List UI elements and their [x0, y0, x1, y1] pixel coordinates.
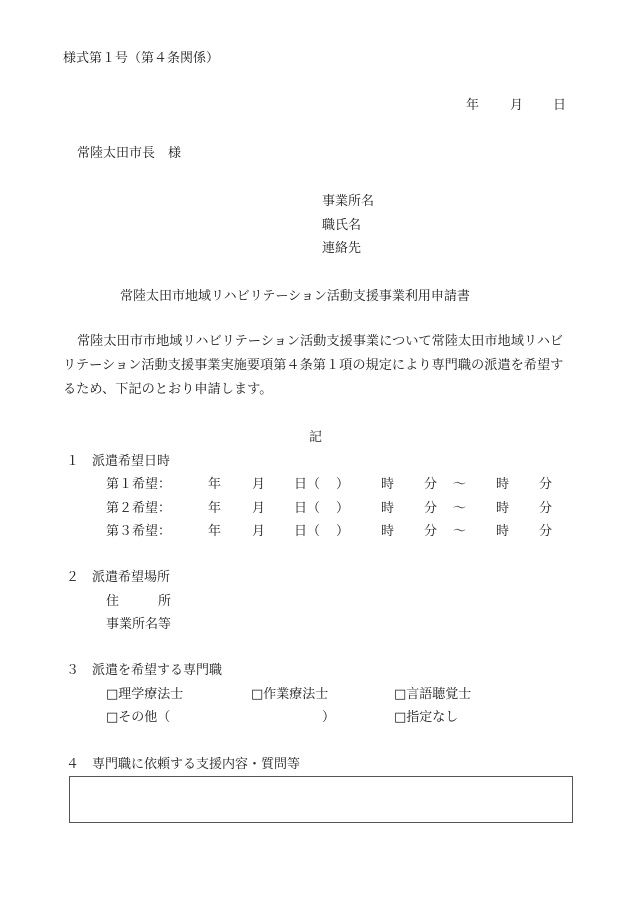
- section1-heading: １ 派遣希望日時: [66, 454, 171, 469]
- date-year-label: 年: [466, 98, 480, 113]
- section3-heading: ３ 派遣を希望する専門職: [66, 663, 223, 678]
- form-number: 様式第１号（第４条関係）: [63, 51, 220, 66]
- preference-label: 第２希望：: [106, 501, 172, 516]
- end-hour-label: 時: [496, 477, 510, 492]
- addressee: 常陸太田市長 様: [77, 146, 182, 161]
- ki-heading: 記: [309, 430, 323, 445]
- month-label: 月: [252, 501, 266, 516]
- day-label: 日（: [294, 477, 321, 492]
- preference-label: 第３希望：: [106, 524, 172, 539]
- end-hour-label: 時: [496, 524, 510, 539]
- range-tilde: 〜: [453, 524, 467, 539]
- other-close-paren: ）: [322, 710, 336, 725]
- start-hour-label: 時: [381, 524, 395, 539]
- year-label: 年: [208, 501, 222, 516]
- checkbox-occupational-therapist[interactable]: □作業療法士: [251, 687, 329, 702]
- office-name-label: 事業所名等: [106, 617, 172, 632]
- start-hour-label: 時: [381, 477, 395, 492]
- day-label: 日（: [294, 524, 321, 539]
- section4-heading: ４ 専門職に依頼する支援内容・質問等: [66, 757, 301, 772]
- applicant-contact-label: 連絡先: [322, 241, 362, 256]
- preference-label: 第１希望：: [106, 477, 172, 492]
- start-minute-label: 分: [424, 524, 438, 539]
- address-label: 住 所: [106, 594, 172, 609]
- body-paragraph: 常陸太田市市地域リハビリテーション活動支援事業について常陸太田市地域リハビリテーション活動支援事業実施要項第４条第１項の規定により専門職の派遣を希望するため、下記のとおり申請します。: [63, 334, 564, 397]
- start-minute-label: 分: [424, 477, 438, 492]
- month-label: 月: [252, 524, 266, 539]
- date-day-label: 日: [553, 98, 567, 113]
- end-minute-label: 分: [539, 501, 553, 516]
- year-label: 年: [208, 477, 222, 492]
- checkbox-other[interactable]: □その他（: [106, 710, 171, 725]
- section2-heading: ２ 派遣希望場所: [66, 570, 171, 585]
- end-hour-label: 時: [496, 501, 510, 516]
- start-minute-label: 分: [424, 501, 438, 516]
- applicant-office-label: 事業所名: [322, 194, 375, 209]
- end-minute-label: 分: [539, 524, 553, 539]
- applicant-name-label: 職氏名: [322, 218, 362, 233]
- end-minute-label: 分: [539, 477, 553, 492]
- range-tilde: 〜: [453, 501, 467, 516]
- date-month-label: 月: [510, 98, 524, 113]
- support-content-box[interactable]: [69, 776, 573, 823]
- year-label: 年: [208, 524, 222, 539]
- weekday-close-paren: ）: [336, 501, 350, 516]
- month-label: 月: [252, 477, 266, 492]
- start-hour-label: 時: [381, 501, 395, 516]
- weekday-close-paren: ）: [336, 477, 350, 492]
- day-label: 日（: [294, 501, 321, 516]
- checkbox-no-preference[interactable]: □指定なし: [394, 710, 459, 725]
- checkbox-speech-therapist[interactable]: □言語聴覚士: [394, 687, 472, 702]
- checkbox-physical-therapist[interactable]: □理学療法士: [106, 687, 184, 702]
- document-title: 常陸太田市地域リハビリテーション活動支援事業利用申請書: [120, 289, 470, 304]
- range-tilde: 〜: [453, 477, 467, 492]
- weekday-close-paren: ）: [336, 524, 350, 539]
